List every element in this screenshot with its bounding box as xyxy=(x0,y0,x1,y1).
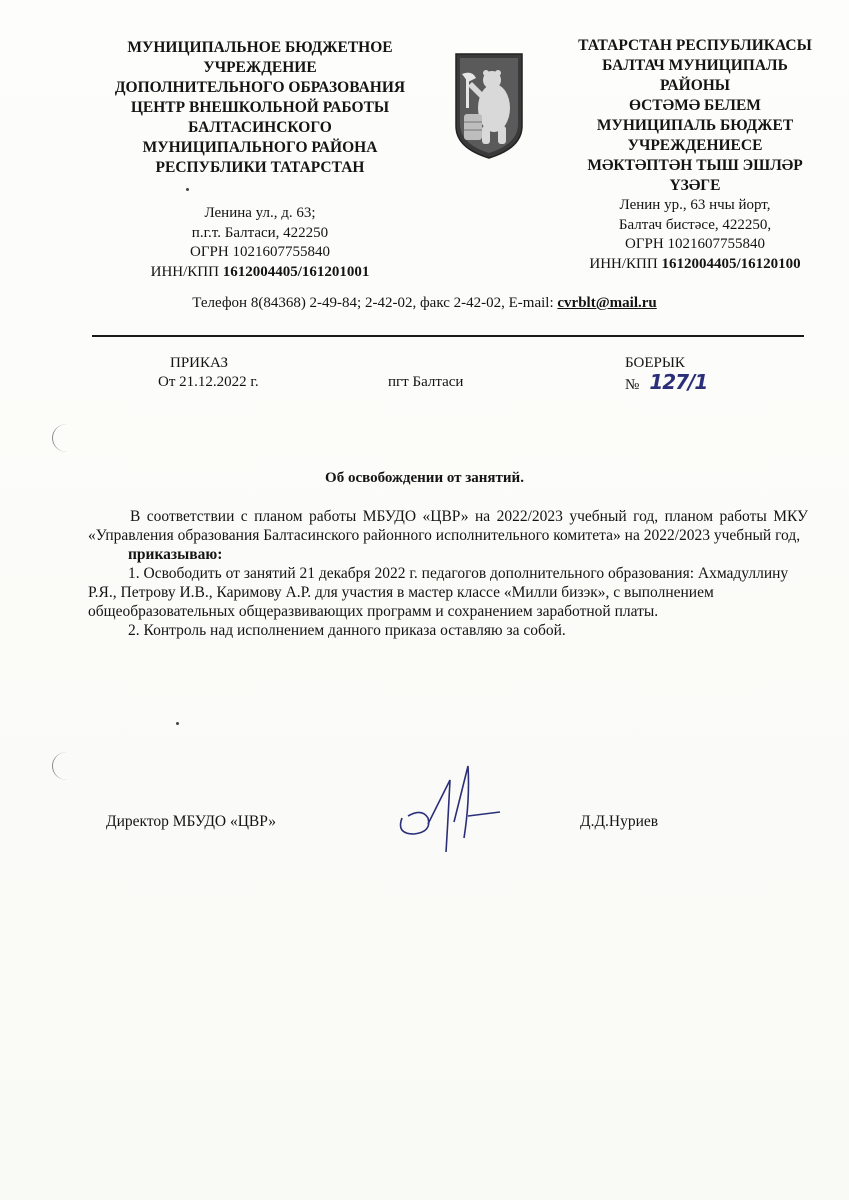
address-line: Балтач бистәсе, 422250, xyxy=(618,216,772,233)
org-name-tt xyxy=(560,36,830,196)
inn-label: ИНН/КПП xyxy=(150,263,223,280)
preamble-paragraph: В соответствии с планом работы МБУДО «ЦВР» на 2022/2023 учебный год, планом работы МКУ «Управления образования Балтасинского районного исполнительного комитета» на 2022/2023 учебный год, xyxy=(88,508,808,544)
address-line: п.г.т. Балтаси, 422250 xyxy=(191,224,329,241)
order-item-1: 1. Освободить от занятий 21 декабря 2022 г. педагогов дополнительного образования: Ахмадуллину Р.Я., Петрову И.В., Каримову А.Р. для участия в мастер классе «Милли бизэк», с выполнением общеобразовательных общеразвивающих программ и сохранением заработной платы. xyxy=(88,565,789,620)
order-date: От 21.12.2022 г. xyxy=(158,374,259,390)
org-line: МӘКТӘПТӘН ТЫШ ЭШЛӘР xyxy=(587,157,803,174)
header-divider xyxy=(92,335,804,337)
order-number-prefix: № xyxy=(625,377,640,393)
org-line: МУНИЦИПАЛЬНОГО РАЙОНА xyxy=(142,139,378,156)
org-line: УЧРЕЖДЕНИЕСЕ xyxy=(627,137,763,154)
coat-of-arms-emblem xyxy=(454,52,524,160)
order-label-tt: БОЕРЫК xyxy=(625,355,685,371)
address-line: Ленин ур., 63 нчы йорт, xyxy=(619,197,771,213)
inn-value: 1612004405/16120100 xyxy=(661,255,801,272)
handwritten-signature xyxy=(388,760,518,860)
order-subject: Об освобождении от занятий. xyxy=(325,470,524,486)
org-line: ДОПОЛНИТЕЛЬНОГО ОБРАЗОВАНИЯ xyxy=(114,79,406,96)
org-line: БАЛТАСИНСКОГО xyxy=(188,119,332,136)
org-line: БАЛТАЧ МУНИЦИПАЛЬ xyxy=(602,57,788,74)
order-body xyxy=(88,507,808,640)
punch-hole-mark xyxy=(52,424,81,452)
address-line: Ленина ул., д. 63; xyxy=(204,205,316,221)
org-name-ru xyxy=(95,38,425,178)
order-label-ru: ПРИКАЗ xyxy=(170,355,228,371)
org-line: МУНИЦИПАЛЬ БЮДЖЕТ xyxy=(596,117,794,134)
header-left-block xyxy=(95,38,425,282)
paper-speck xyxy=(176,722,179,725)
org-line: РАЙОНЫ xyxy=(659,77,731,94)
order-item-2: 2. Контроль над исполнением данного приказа оставляю за собой. xyxy=(128,622,566,639)
org-line: ТАТАРСТАН РЕСПУБЛИКАСЫ xyxy=(578,37,812,54)
paper-speck xyxy=(186,188,189,191)
inn-line xyxy=(560,255,830,275)
contacts-text: Телефон 8(84368) 2-49-84; 2-42-02, факс 2-42-02, E-mail: xyxy=(192,295,558,311)
org-line: УЧРЕЖДЕНИЕ xyxy=(203,59,317,76)
order-word: приказываю: xyxy=(128,546,223,563)
hive-figure xyxy=(464,114,482,140)
org-line: ЦЕНТР ВНЕШКОЛЬНОЙ РАБОТЫ xyxy=(130,99,390,116)
contacts-line xyxy=(0,294,849,313)
email-link[interactable]: cvrblt@mail.ru xyxy=(557,295,657,311)
address-line: ОГРН 1021607755840 xyxy=(190,244,330,260)
signature-title: Директор МБУДО «ЦВР» xyxy=(106,813,276,830)
signature-name: Д.Д.Нуриев xyxy=(580,813,659,830)
order-place: пгт Балтаси xyxy=(388,374,464,390)
inn-label: ИНН/КПП xyxy=(589,255,662,272)
inn-line xyxy=(95,263,425,283)
org-line: РЕСПУБЛИКИ ТАТАРСТАН xyxy=(155,159,365,176)
address-line: ОГРН 1021607755840 xyxy=(625,236,765,252)
punch-hole-mark xyxy=(52,752,81,780)
order-number-handwritten: 127/1 xyxy=(649,370,708,394)
header-right-block xyxy=(560,36,830,274)
inn-value: 1612004405/161201001 xyxy=(222,263,370,280)
address-tt xyxy=(560,196,830,274)
org-line: МУНИЦИПАЛЬНОЕ БЮДЖЕТНОЕ xyxy=(127,39,393,56)
order-number xyxy=(625,370,708,395)
org-line: ӨСТӘМӘ БЕЛЕМ xyxy=(629,97,761,114)
org-line: ҮЗӘГЕ xyxy=(669,177,721,194)
address-ru xyxy=(95,204,425,282)
